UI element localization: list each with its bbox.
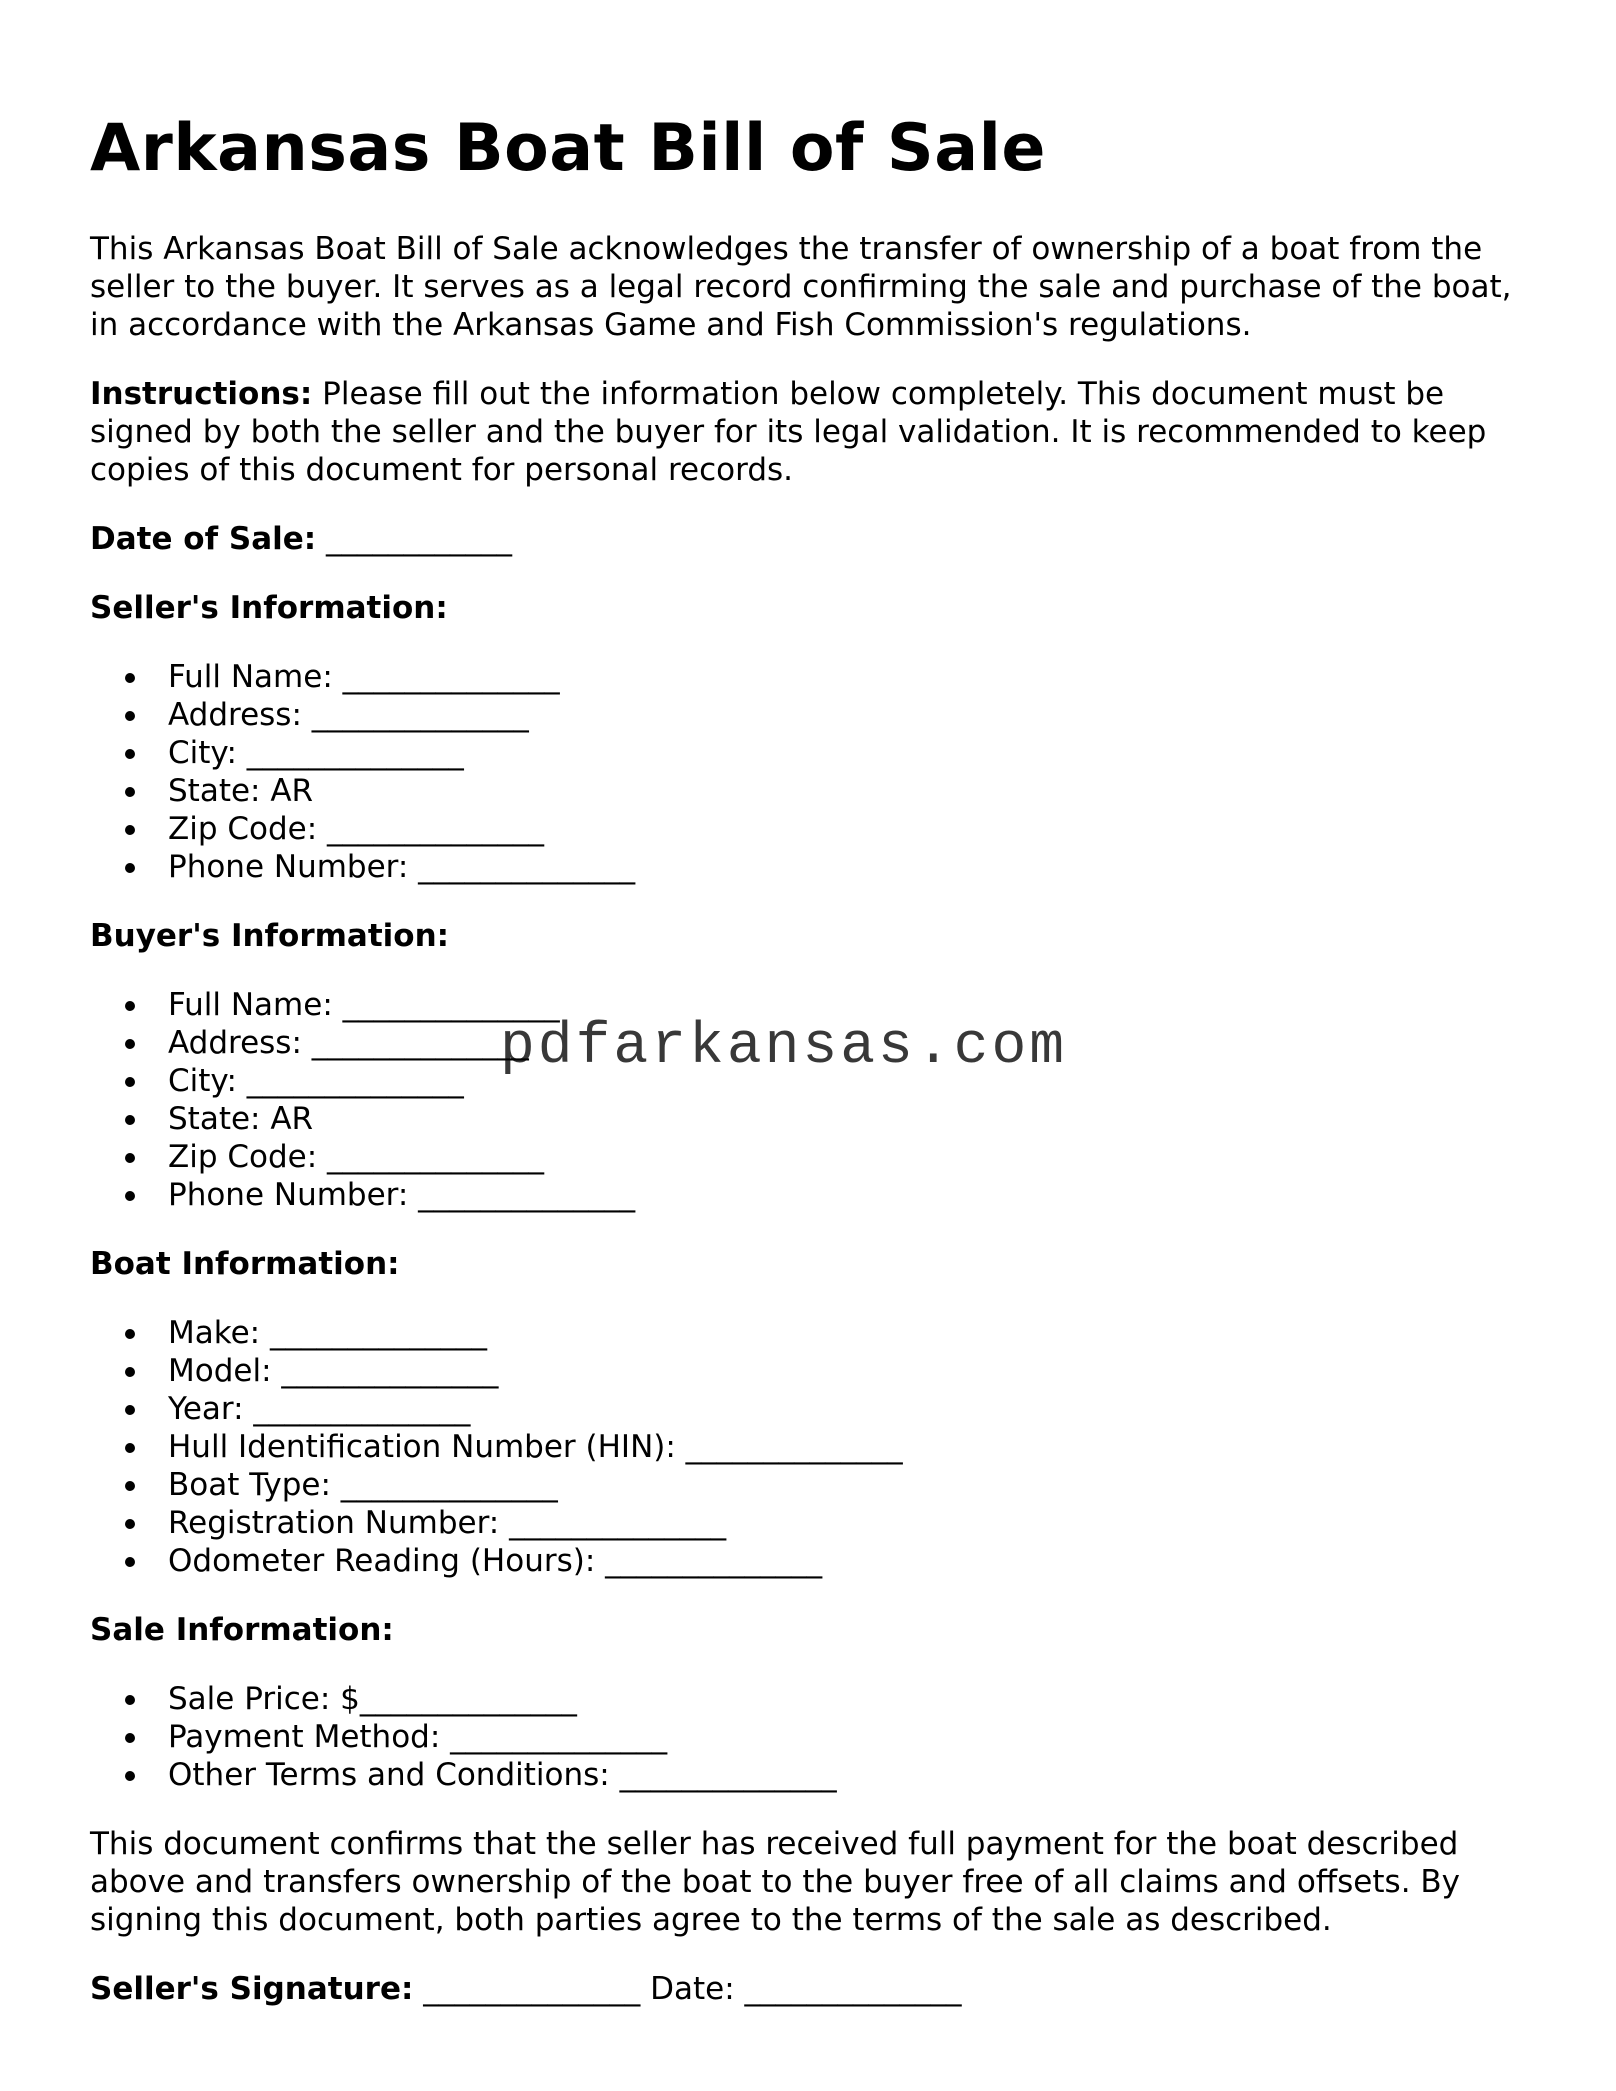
seller-phone-number: Phone Number: ______________	[168, 848, 1530, 886]
sale-payment-method: Payment Method: ______________	[168, 1718, 1530, 1756]
instructions-text: Please fill out the information below completely. This document must be signed by both the seller and the buyer for its legal validation. It is recommended to keep copies of this document for personal records.	[90, 376, 1487, 488]
page-title: Arkansas Boat Bill of Sale	[90, 111, 1046, 186]
seller-state: State: AR	[168, 772, 1530, 810]
instructions-paragraph	[90, 375, 1530, 489]
date-of-sale-label: Date of Sale:	[90, 521, 317, 557]
buyer-phone-number: Phone Number: ______________	[168, 1176, 1530, 1214]
document-page	[90, 110, 1530, 2039]
watermark-text: pdfarkansas.com	[500, 1015, 1068, 1080]
buyer-zip-code: Zip Code: ______________	[168, 1138, 1530, 1176]
date-of-sale-blank: ____________	[316, 521, 513, 557]
boat-model: Model: ______________	[168, 1352, 1530, 1390]
boat-info-heading: Boat Information:	[90, 1246, 400, 1282]
sale-other-terms: Other Terms and Conditions: ______________	[168, 1756, 1530, 1794]
seller-zip-code: Zip Code: ______________	[168, 810, 1530, 848]
boat-info-list	[90, 1314, 1530, 1580]
boat-type: Boat Type: ______________	[168, 1466, 1530, 1504]
seller-signature-blanks: ______________ Date: ______________	[413, 1971, 962, 2007]
seller-full-name: Full Name: ______________	[168, 658, 1530, 696]
sale-info-heading: Sale Information:	[90, 1612, 394, 1648]
sale-info-list	[90, 1680, 1530, 1794]
seller-city: City: ______________	[168, 734, 1530, 772]
sale-price: Sale Price: $______________	[168, 1680, 1530, 1718]
seller-info-heading: Seller's Information:	[90, 590, 448, 626]
buyer-address: Address: ______________	[168, 1024, 1530, 1062]
boat-registration-number: Registration Number: ______________	[168, 1504, 1530, 1542]
confirmation-paragraph: This document confirms that the seller has received full payment for the boat described above and transfers ownership of the boat to the buyer free of all claims and offsets. By signing this document, both parties agree to the terms of the sale as described.	[90, 1826, 1461, 1938]
intro-paragraph: This Arkansas Boat Bill of Sale acknowledges the transfer of ownership of a boat from the seller to the buyer. It serves as a legal record confirming the sale and purchase of the boat, in accordance with the Arkansas Game and Fish Commission's regulations.	[90, 231, 1512, 343]
buyer-info-list	[90, 986, 1530, 1214]
seller-info-list	[90, 658, 1530, 886]
buyer-full-name: Full Name: ______________	[168, 986, 1530, 1024]
date-of-sale-field	[90, 520, 1530, 558]
boat-make: Make: ______________	[168, 1314, 1530, 1352]
buyer-state: State: AR	[168, 1100, 1530, 1138]
instructions-label: Instructions:	[90, 376, 313, 412]
seller-address: Address: ______________	[168, 696, 1530, 734]
buyer-info-heading: Buyer's Information:	[90, 918, 450, 954]
buyer-city: City: ______________	[168, 1062, 1530, 1100]
seller-signature-line	[90, 1970, 1530, 2008]
boat-odometer-reading: Odometer Reading (Hours): ______________	[168, 1542, 1530, 1580]
boat-hin: Hull Identification Number (HIN): ______________	[168, 1428, 1530, 1466]
boat-year: Year: ______________	[168, 1390, 1530, 1428]
seller-signature-label: Seller's Signature:	[90, 1971, 414, 2007]
